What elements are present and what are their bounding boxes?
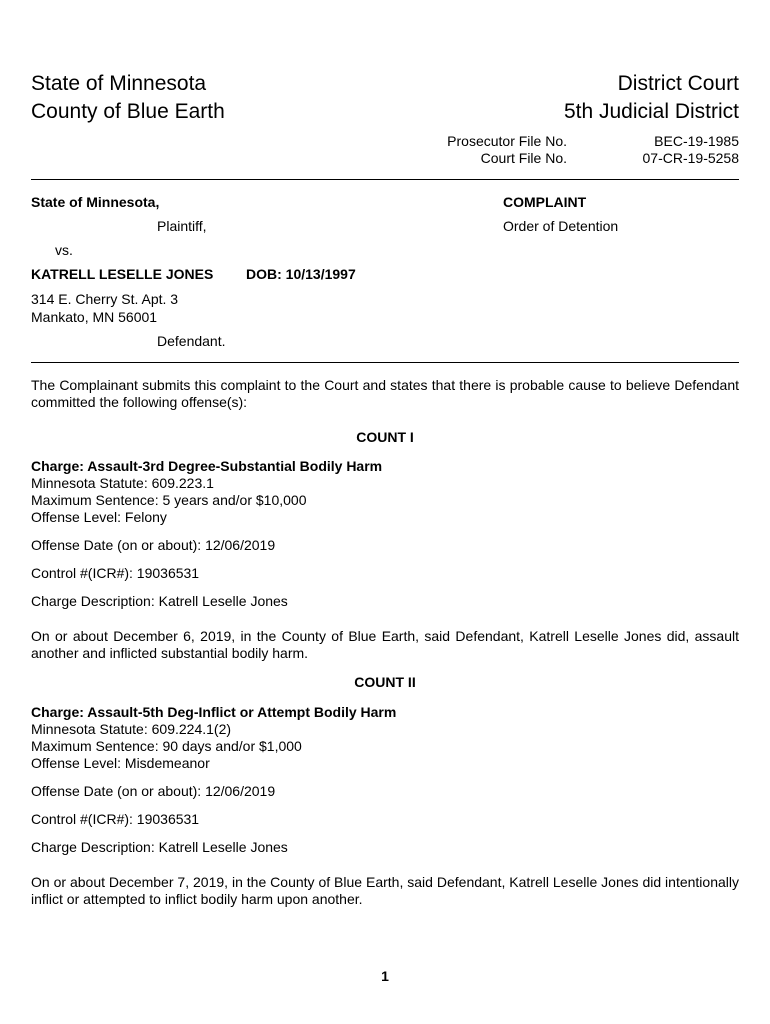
state-name: State of Minnesota [31,72,207,95]
charge-title: Charge: Assault-5th Deg-Inflict or Attempt Bodily Harm [31,704,397,720]
charge-description: Charge Description: Katrell Leselle Jones [31,839,288,855]
defendant-role: Defendant. [157,333,226,349]
page-number: 1 [381,968,389,984]
offense-level: Offense Level: Misdemeanor [31,755,210,771]
divider-bottom [31,362,739,363]
divider-top [31,179,739,180]
district-name: 5th Judicial District [563,100,739,123]
court-name: District Court [617,72,739,95]
defendant-address-line1: 314 E. Cherry St. Apt. 3 [31,291,179,307]
count-narrative: On or about December 6, 2019, in the County of Blue Earth, said Defendant, Katrell Leselle Jones did, assault another and inflicted substantial bodily harm. [31,628,739,661]
defendant-name: KATRELL LESELLE JONES [31,266,214,282]
offense-date: Offense Date (on or about): 12/06/2019 [31,783,276,799]
intro-paragraph: The Complainant submits this complaint to the Court and states that there is probable cause to believe Defendant committed the following offense(s): [31,377,739,410]
defendant-dob: DOB: 10/13/1997 [246,266,356,282]
complaint-page [31,0,739,1024]
max-sentence: Maximum Sentence: 90 days and/or $1,000 [31,738,302,754]
offense-date: Offense Date (on or about): 12/06/2019 [31,537,276,553]
plaintiff-role: Plaintiff, [157,218,207,234]
defendant-address-line2: Mankato, MN 56001 [31,309,158,325]
county-name: County of Blue Earth [31,100,225,123]
court-file-label: Court File No. [480,150,567,166]
jurisdiction-block [31,70,225,126]
document-type: COMPLAINT [503,194,587,210]
control-number: Control #(ICR#): 19036531 [31,811,200,827]
count-narrative: On or about December 7, 2019, in the County of Blue Earth, said Defendant, Katrell Leselle Jones did intentionally inflict or attempted to inflict bodily harm upon another. [31,874,739,907]
charge-title: Charge: Assault-3rd Degree-Substantial Bodily Harm [31,458,383,474]
count-heading: COUNT I [356,429,414,445]
offense-level: Offense Level: Felony [31,509,167,525]
max-sentence: Maximum Sentence: 5 years and/or $10,000 [31,492,307,508]
count-heading: COUNT II [354,674,416,690]
prosecutor-file-label: Prosecutor File No. [447,133,567,149]
prosecutor-file-row [427,133,739,150]
prosecutor-file-value: BEC-19-1985 [654,133,739,149]
complaint-body [31,377,739,908]
court-file-row [427,150,739,167]
charge-description: Charge Description: Katrell Leselle Jones [31,593,288,609]
control-number: Control #(ICR#): 19036531 [31,565,200,581]
versus-label: vs. [55,242,73,258]
plaintiff-name: State of Minnesota, [31,194,160,210]
statute: Minnesota Statute: 609.223.1 [31,475,214,491]
statute: Minnesota Statute: 609.224.1(2) [31,721,232,737]
court-header [31,70,739,130]
court-block [564,70,739,126]
court-file-value: 07-CR-19-5258 [642,150,739,166]
document-subtype: Order of Detention [503,218,619,234]
file-numbers [427,133,739,167]
